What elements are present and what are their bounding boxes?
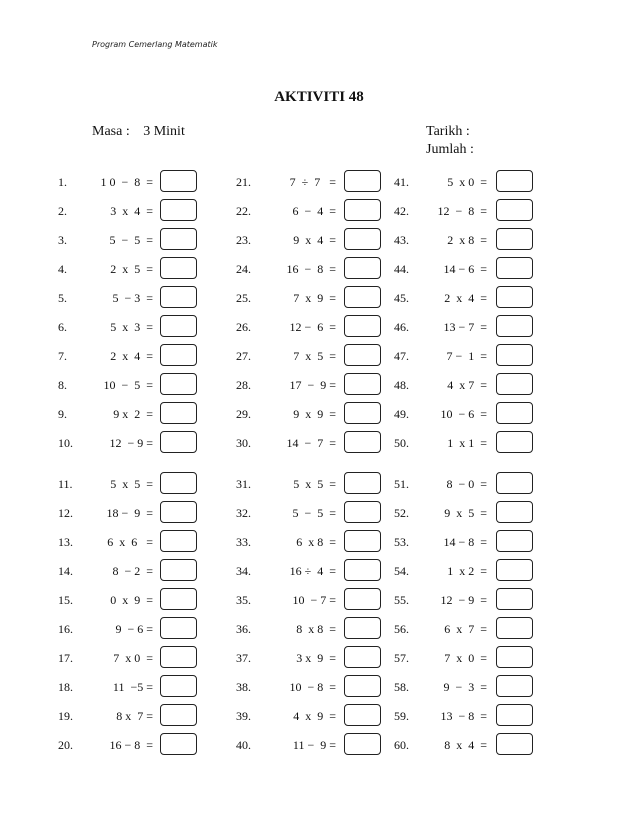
answer-box[interactable] xyxy=(496,199,533,221)
problem-expression: 5 − 5 = xyxy=(292,506,336,520)
problem-expression: 5 − 5 = xyxy=(109,233,153,247)
problem-item xyxy=(58,170,200,194)
problem-number: 25. xyxy=(236,291,251,305)
problem-item xyxy=(236,431,384,455)
problem-expression: 16 − 8 = xyxy=(109,738,153,752)
problem-number: 8. xyxy=(58,378,67,392)
answer-box[interactable] xyxy=(160,344,197,366)
answer-box[interactable] xyxy=(496,588,533,610)
answer-box[interactable] xyxy=(496,530,533,552)
problem-number: 28. xyxy=(236,378,251,392)
problem-number: 51. xyxy=(394,477,409,491)
problem-expression: 5 x 5 = xyxy=(110,477,153,491)
problem-expression: 3 x 9 = xyxy=(296,651,336,665)
problem-item xyxy=(394,402,536,426)
answer-box[interactable] xyxy=(496,704,533,726)
problem-number: 7. xyxy=(58,349,67,363)
answer-box[interactable] xyxy=(496,170,533,192)
time-value: 3 Minit xyxy=(143,124,185,139)
problem-expression: 10 − 6 = xyxy=(440,407,487,421)
problem-expression: 18 − 9 = xyxy=(106,506,153,520)
problem-expression: 6 x 7 = xyxy=(444,622,487,636)
answer-box[interactable] xyxy=(160,559,197,581)
answer-box[interactable] xyxy=(160,257,197,279)
problem-item xyxy=(58,588,200,612)
answer-box[interactable] xyxy=(496,675,533,697)
problem-expression: 5 x 5 = xyxy=(293,477,336,491)
problem-expression: 6 x 8 = xyxy=(296,535,336,549)
answer-box[interactable] xyxy=(496,402,533,424)
answer-box[interactable] xyxy=(344,646,381,668)
problem-expression: 11 − 9 = xyxy=(292,738,336,752)
answer-box[interactable] xyxy=(496,617,533,639)
problem-item xyxy=(394,373,536,397)
problem-number: 59. xyxy=(394,709,409,723)
answer-box[interactable] xyxy=(344,344,381,366)
problem-item xyxy=(394,646,536,670)
problem-item xyxy=(236,286,384,310)
answer-box[interactable] xyxy=(344,733,381,755)
problem-number: 41. xyxy=(394,175,409,189)
problem-number: 34. xyxy=(236,564,251,578)
problem-number: 55. xyxy=(394,593,409,607)
answer-box[interactable] xyxy=(496,472,533,494)
problem-expression: 10 − 8 = xyxy=(289,680,336,694)
problem-number: 1. xyxy=(58,175,67,189)
problem-item xyxy=(394,431,536,455)
problem-expression: 16 ÷ 4 = xyxy=(289,564,336,578)
answer-box[interactable] xyxy=(344,257,381,279)
answer-box[interactable] xyxy=(344,373,381,395)
problem-item xyxy=(236,675,384,699)
problem-number: 38. xyxy=(236,680,251,694)
problem-number: 30. xyxy=(236,436,251,450)
answer-box[interactable] xyxy=(160,646,197,668)
answer-box[interactable] xyxy=(344,675,381,697)
answer-box[interactable] xyxy=(496,315,533,337)
problem-expression: 8 − 0 = xyxy=(446,477,487,491)
answer-box[interactable] xyxy=(344,402,381,424)
answer-box[interactable] xyxy=(344,617,381,639)
problem-number: 43. xyxy=(394,233,409,247)
problem-expression: 14 − 6 = xyxy=(443,262,487,276)
total-label: Jumlah : xyxy=(426,142,474,157)
problem-expression: 13 − 7 = xyxy=(443,320,487,334)
answer-box[interactable] xyxy=(160,530,197,552)
problem-item xyxy=(58,617,200,641)
problem-item xyxy=(58,373,200,397)
answer-box[interactable] xyxy=(344,530,381,552)
problem-number: 27. xyxy=(236,349,251,363)
problem-expression: 7 − 1 = xyxy=(446,349,487,363)
answer-box[interactable] xyxy=(344,170,381,192)
problem-expression: 3 x 4 = xyxy=(110,204,153,218)
problem-number: 21. xyxy=(236,175,251,189)
answer-box[interactable] xyxy=(160,315,197,337)
problem-number: 46. xyxy=(394,320,409,334)
answer-box[interactable] xyxy=(496,228,533,250)
problem-number: 44. xyxy=(394,262,409,276)
page-header: Program Cemerlang Matematik xyxy=(92,40,218,49)
problem-expression: 7 x 0 = xyxy=(113,651,153,665)
problem-item xyxy=(58,315,200,339)
problem-number: 56. xyxy=(394,622,409,636)
problem-expression: 9 x 5 = xyxy=(444,506,487,520)
problem-expression: 12 − 9 = xyxy=(109,436,153,450)
answer-box[interactable] xyxy=(160,228,197,250)
problem-expression: 9 − 6 = xyxy=(115,622,153,636)
problem-expression: 12 − 8 = xyxy=(437,204,487,218)
problem-number: 35. xyxy=(236,593,251,607)
problem-number: 24. xyxy=(236,262,251,276)
problem-item xyxy=(394,472,536,496)
answer-box[interactable] xyxy=(160,588,197,610)
problem-item xyxy=(236,199,384,223)
answer-box[interactable] xyxy=(496,431,533,453)
problem-item xyxy=(58,704,200,728)
problem-expression: 4 x 9 = xyxy=(293,709,336,723)
problem-number: 31. xyxy=(236,477,251,491)
problem-expression: 9 x 9 = xyxy=(293,407,336,421)
problem-item xyxy=(236,373,384,397)
problem-expression: 8 x 7 = xyxy=(116,709,153,723)
problem-number: 23. xyxy=(236,233,251,247)
answer-box[interactable] xyxy=(160,704,197,726)
problem-expression: 8 − 2 = xyxy=(112,564,153,578)
problem-item xyxy=(236,733,384,757)
answer-box[interactable] xyxy=(496,286,533,308)
problem-item xyxy=(394,170,536,194)
problem-item xyxy=(236,315,384,339)
problem-number: 48. xyxy=(394,378,409,392)
problem-expression: 14 − 8 = xyxy=(443,535,487,549)
problem-number: 37. xyxy=(236,651,251,665)
problem-item xyxy=(58,286,200,310)
problem-number: 39. xyxy=(236,709,251,723)
answer-box[interactable] xyxy=(344,431,381,453)
problem-item xyxy=(236,588,384,612)
problem-number: 50. xyxy=(394,436,409,450)
answer-box[interactable] xyxy=(496,733,533,755)
problem-item xyxy=(394,501,536,525)
problem-number: 16. xyxy=(58,622,73,636)
answer-box[interactable] xyxy=(160,286,197,308)
answer-box[interactable] xyxy=(160,170,197,192)
problem-item xyxy=(236,170,384,194)
problem-item xyxy=(236,257,384,281)
problem-number: 40. xyxy=(236,738,251,752)
problem-number: 42. xyxy=(394,204,409,218)
problem-item xyxy=(58,675,200,699)
problem-expression: 2 x 8 = xyxy=(447,233,487,247)
problem-item xyxy=(236,559,384,583)
problem-expression: 7 x 9 = xyxy=(293,291,336,305)
problem-number: 10. xyxy=(58,436,73,450)
problem-expression: 8 x 8 = xyxy=(296,622,336,636)
problem-number: 36. xyxy=(236,622,251,636)
problem-number: 58. xyxy=(394,680,409,694)
answer-box[interactable] xyxy=(160,675,197,697)
problem-number: 19. xyxy=(58,709,73,723)
problem-item xyxy=(394,257,536,281)
problem-expression: 5 x 3 = xyxy=(110,320,153,334)
answer-box[interactable] xyxy=(344,228,381,250)
problem-expression: 7 x 0 = xyxy=(444,651,487,665)
problem-expression: 5 x 0 = xyxy=(447,175,487,189)
answer-box[interactable] xyxy=(344,559,381,581)
problem-item xyxy=(394,228,536,252)
problem-expression: 12 − 6 = xyxy=(289,320,336,334)
problem-number: 57. xyxy=(394,651,409,665)
problem-item xyxy=(236,501,384,525)
problem-expression: 0 x 9 = xyxy=(110,593,153,607)
problem-expression: 9 x 4 = xyxy=(293,233,336,247)
problem-number: 13. xyxy=(58,535,73,549)
problem-item xyxy=(394,559,536,583)
problem-number: 53. xyxy=(394,535,409,549)
problem-expression: 1 x 2 = xyxy=(447,564,487,578)
problem-expression: 8 x 4 = xyxy=(444,738,487,752)
problem-item xyxy=(394,733,536,757)
problem-expression: 9 − 3 = xyxy=(443,680,487,694)
problem-number: 32. xyxy=(236,506,251,520)
problem-item xyxy=(394,344,536,368)
problem-item xyxy=(58,472,200,496)
answer-box[interactable] xyxy=(160,402,197,424)
problem-expression: 10 − 5 = xyxy=(103,378,153,392)
problem-expression: 1 x 1 = xyxy=(447,436,487,450)
problem-item xyxy=(236,402,384,426)
problem-expression: 6 x 6 = xyxy=(107,535,153,549)
problem-expression: 16 − 8 = xyxy=(286,262,336,276)
problem-number: 52. xyxy=(394,506,409,520)
problem-item xyxy=(58,733,200,757)
problem-expression: 7 x 5 = xyxy=(293,349,336,363)
problem-item xyxy=(394,286,536,310)
problem-number: 20. xyxy=(58,738,73,752)
problem-expression: 14 − 7 = xyxy=(286,436,336,450)
problem-item xyxy=(58,431,200,455)
problem-expression: 17 − 9 = xyxy=(289,378,336,392)
answer-box[interactable] xyxy=(344,704,381,726)
problem-number: 33. xyxy=(236,535,251,549)
problem-expression: 2 x 5 = xyxy=(110,262,153,276)
problem-item xyxy=(58,646,200,670)
problem-expression: 13 − 8 = xyxy=(440,709,487,723)
problem-number: 11. xyxy=(58,477,73,491)
problem-item xyxy=(58,199,200,223)
problem-item xyxy=(58,559,200,583)
problem-expression: 5 − 3 = xyxy=(112,291,153,305)
problem-item xyxy=(394,617,536,641)
problem-item xyxy=(394,199,536,223)
answer-box[interactable] xyxy=(160,617,197,639)
time-info xyxy=(92,124,185,140)
problem-item xyxy=(58,257,200,281)
problem-number: 29. xyxy=(236,407,251,421)
problem-expression: 1 0 − 8 = xyxy=(100,175,153,189)
problem-item xyxy=(58,530,200,554)
problem-number: 6. xyxy=(58,320,67,334)
answer-box[interactable] xyxy=(344,588,381,610)
problem-expression: 12 − 9 = xyxy=(440,593,487,607)
answer-box[interactable] xyxy=(344,501,381,523)
problem-number: 5. xyxy=(58,291,67,305)
problem-number: 17. xyxy=(58,651,73,665)
problem-item xyxy=(394,588,536,612)
problem-number: 2. xyxy=(58,204,67,218)
problem-number: 26. xyxy=(236,320,251,334)
problem-item xyxy=(394,315,536,339)
answer-box[interactable] xyxy=(344,472,381,494)
problem-expression: 2 x 4 = xyxy=(444,291,487,305)
problem-item xyxy=(58,344,200,368)
answer-box[interactable] xyxy=(160,501,197,523)
answer-box[interactable] xyxy=(496,559,533,581)
problem-number: 45. xyxy=(394,291,409,305)
problem-expression: 6 − 4 = xyxy=(292,204,336,218)
problem-number: 54. xyxy=(394,564,409,578)
problem-number: 47. xyxy=(394,349,409,363)
answer-box[interactable] xyxy=(344,199,381,221)
problem-item xyxy=(236,472,384,496)
answer-box[interactable] xyxy=(160,431,197,453)
answer-box[interactable] xyxy=(496,501,533,523)
answer-box[interactable] xyxy=(496,646,533,668)
problem-number: 3. xyxy=(58,233,67,247)
problem-expression: 11 −5 = xyxy=(112,680,153,694)
problem-number: 12. xyxy=(58,506,73,520)
problem-expression: 9 x 2 = xyxy=(113,407,153,421)
problem-expression: 7 ÷ 7 = xyxy=(289,175,336,189)
problem-item xyxy=(236,530,384,554)
problem-number: 60. xyxy=(394,738,409,752)
problem-item xyxy=(236,617,384,641)
problem-item xyxy=(58,228,200,252)
answer-box[interactable] xyxy=(344,315,381,337)
worksheet-title: AKTIVITI 48 xyxy=(274,89,364,105)
problem-item xyxy=(394,675,536,699)
date-label: Tarikh : xyxy=(426,124,470,139)
problem-number: 49. xyxy=(394,407,409,421)
answer-box[interactable] xyxy=(496,344,533,366)
problem-expression: 4 x 7 = xyxy=(447,378,487,392)
problem-item xyxy=(394,704,536,728)
problem-number: 4. xyxy=(58,262,67,276)
answer-box[interactable] xyxy=(496,373,533,395)
answer-box[interactable] xyxy=(160,472,197,494)
problem-number: 15. xyxy=(58,593,73,607)
problem-expression: 10 − 7 = xyxy=(292,593,336,607)
problem-item xyxy=(58,402,200,426)
problem-item xyxy=(58,501,200,525)
problem-number: 14. xyxy=(58,564,73,578)
answer-box[interactable] xyxy=(160,373,197,395)
answer-box[interactable] xyxy=(496,257,533,279)
problem-number: 22. xyxy=(236,204,251,218)
problem-number: 18. xyxy=(58,680,73,694)
problem-item xyxy=(236,646,384,670)
problem-item xyxy=(394,530,536,554)
time-label: Masa : xyxy=(92,124,130,139)
problem-item xyxy=(236,704,384,728)
problem-number: 9. xyxy=(58,407,67,421)
problem-item xyxy=(236,228,384,252)
answer-box[interactable] xyxy=(344,286,381,308)
problem-item xyxy=(236,344,384,368)
answer-box[interactable] xyxy=(160,733,197,755)
problem-expression: 2 x 4 = xyxy=(110,349,153,363)
answer-box[interactable] xyxy=(160,199,197,221)
